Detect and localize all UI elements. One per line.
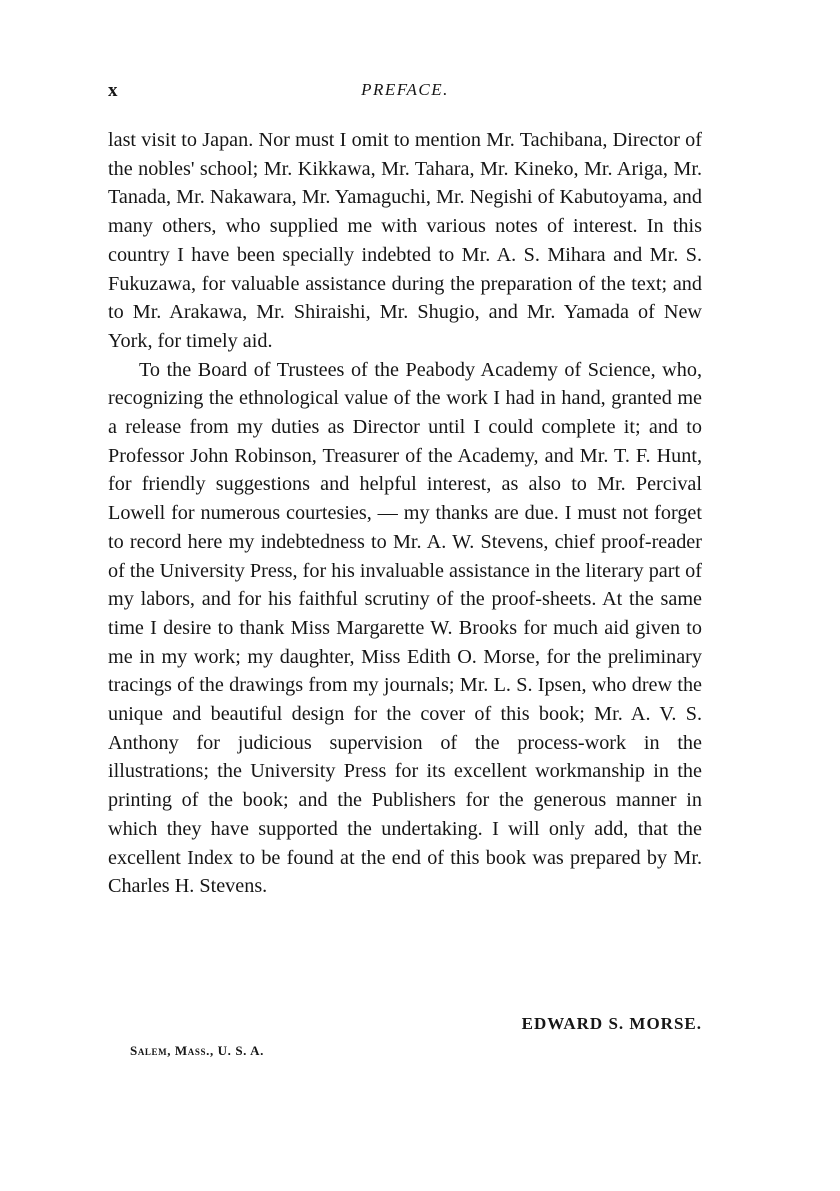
paragraph-acknowledgements: To the Board of Trustees of the Peabody Academy of Science, who, recognizing the ethnological value of the work I had in hand, granted me a release from my duties as Director until I could complete it; and to Professor John Robinson, Treasurer of the Academy, and Mr. T. F. Hunt, for friendly suggestions and helpful interest, as also to Mr. Percival Lowell for numerous courtesies, — my thanks are due. I must not forget to record here my indebtedness to Mr. A. W. Stevens, chief proof-reader of the University Press, for his invaluable assistance in the literary part of my labors, and for his faithful scrutiny of the proof-sheets. At the same time I desire to thank Miss Margarette W. Brooks for much aid given to me in my work; my daughter, Miss Edith O. Morse, for the preliminary tracings of the drawings from my journals; Mr. L. S. Ipsen, who drew the unique and beautiful design for the cover of this book; Mr. A. V. S. Anthony for judicious supervision of the process-work in the illustrations; the University Press for its excellent workmanship in the printing of the book; and the Publishers for the generous manner in which they have supported the undertaking. I will only add, that the excellent Index to be found at the end of this book was prepared by Mr. Charles H. Stevens. [108,358,702,898]
author-signature: EDWARD S. MORSE. [521,1014,702,1033]
running-title: PREFACE. [361,80,449,99]
page-number: x [108,80,118,101]
preface-body [108,126,702,901]
running-head [108,80,702,108]
place-line: Salem, Mass., U. S. A. [130,1043,264,1058]
paragraph-continuation: last visit to Japan. Nor must I omit to mention Mr. Tachibana, Director of the nobles' school; Mr. Kikkawa, Mr. Tahara, Mr. Kineko, Mr. Ariga, Mr. Tanada, Mr. Nakawara, Mr. Yamaguchi, Mr. Negishi of Kabutoyama, and many others, who supplied me with various notes of interest. In this country I have been specially indebted to Mr. A. S. Mihara and Mr. S. Fukuzawa, for valuable assistance during the preparation of the text; and to Mr. Arakawa, Mr. Shiraishi, Mr. Shugio, and Mr. Yamada of New York, for timely aid. [108,129,702,352]
